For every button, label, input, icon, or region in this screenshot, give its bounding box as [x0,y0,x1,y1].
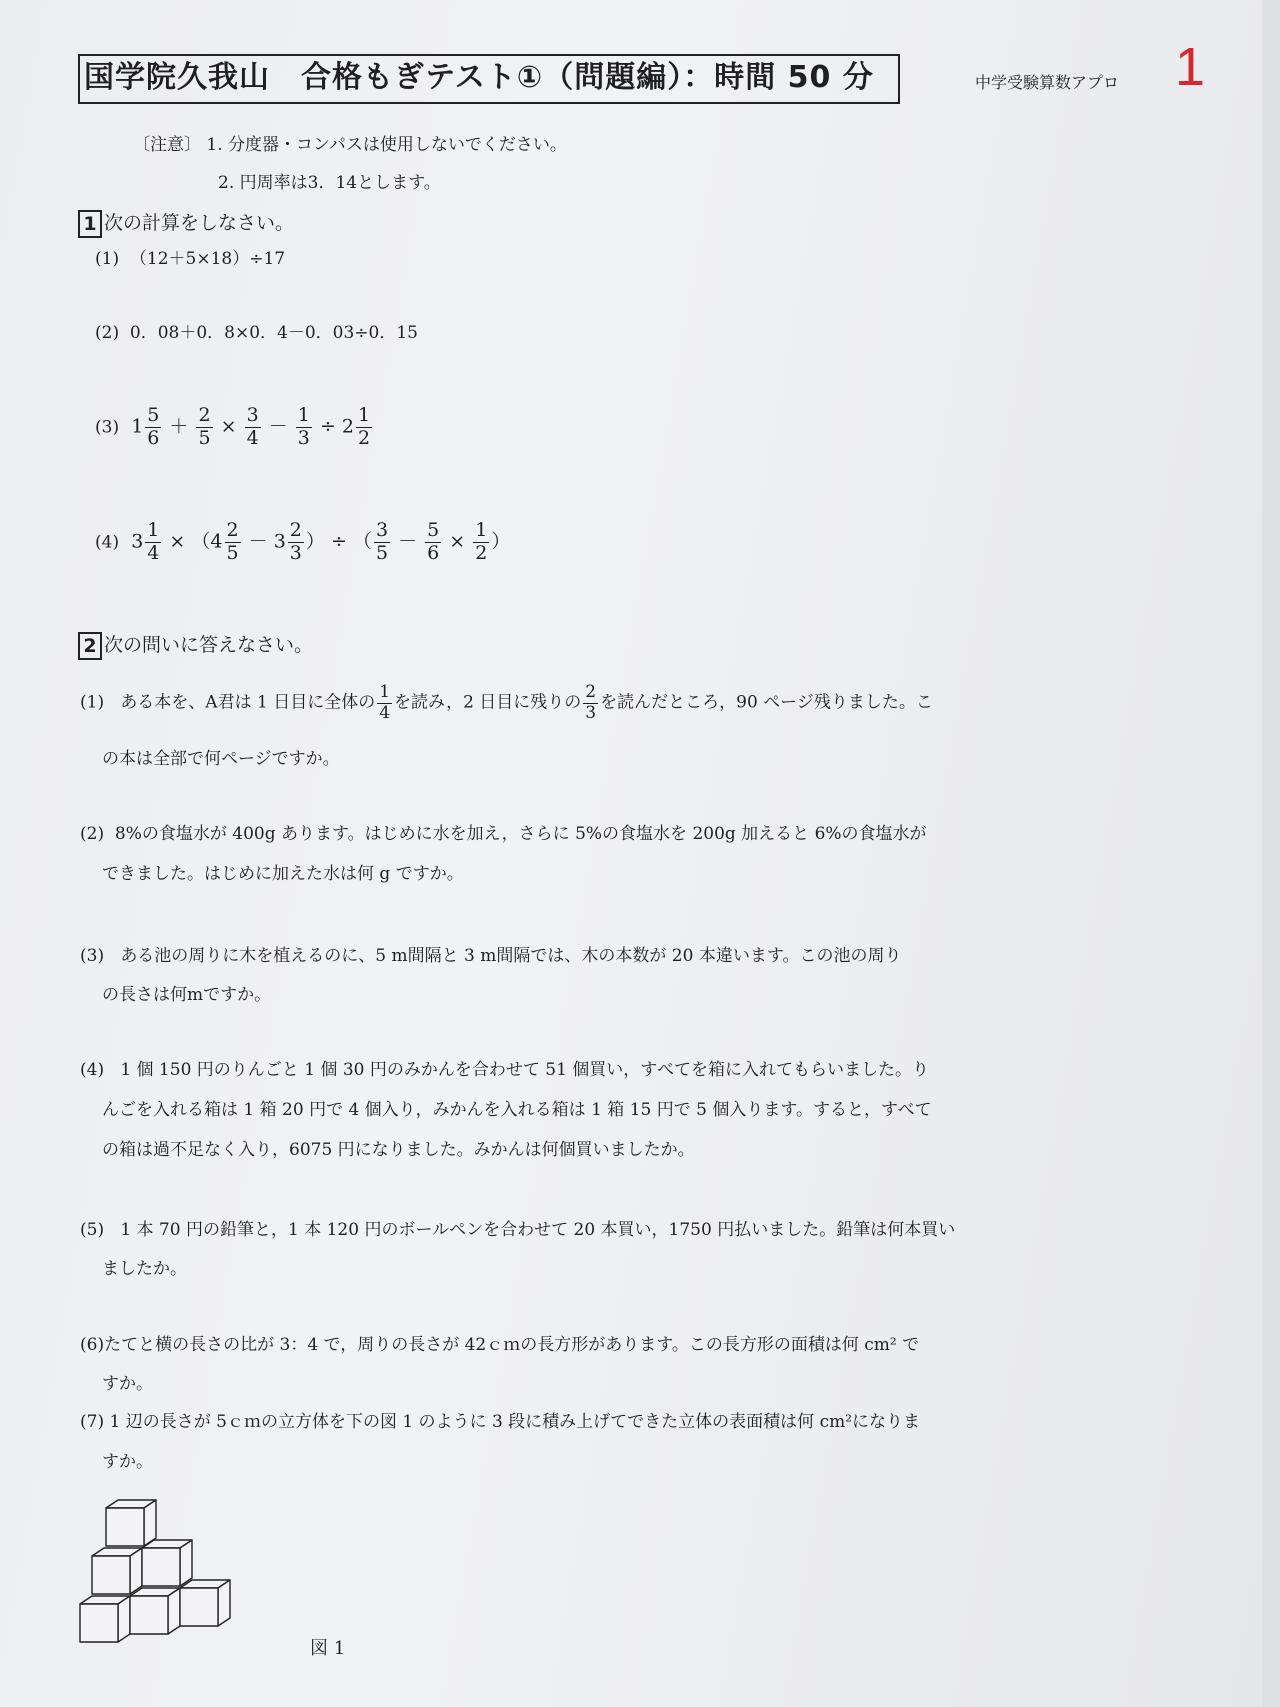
operator: － [398,530,418,553]
denominator: 3 [297,426,310,449]
s1-q1-label: (1) [95,249,120,269]
s2-question-3 [80,944,901,968]
s1-question-3 [95,405,374,450]
operator: － [248,530,268,553]
fraction [356,405,372,450]
figure-1-stacked-cubes [78,1498,248,1658]
page-number: 1 [1175,37,1206,97]
paren: ） [491,530,511,553]
s2-q1-label: (1) [80,692,105,713]
whole-number: 3 [273,530,286,553]
denominator: 5 [375,541,389,564]
s2-q6-text-b: すか。 [102,1374,153,1394]
s2-q4-label: (4) [80,1060,105,1080]
paren: （ [352,530,372,553]
note-2: 2. 円周率は3．14とします。 [218,173,441,193]
numerator: 1 [297,404,310,426]
note-1: 1. 分度器・コンパスは使用しないでください。 [206,135,567,155]
s2-q6-text-a: たてと横の長さの比が 3：4 で，周りの長さが 42ｃｍの長方形があります。この長方形の面積は何 cm² で [104,1335,920,1355]
denominator: 3 [289,541,302,564]
s1-q4-label: (4) [95,532,120,553]
figure-1-label: 図 1 [310,1638,346,1659]
denominator: 5 [198,426,211,449]
s1-q2-expression: 0．08＋0．8×0．4－0．03÷0．15 [129,323,419,343]
whole-number: 2 [341,415,354,438]
paper-edge [1262,0,1280,1707]
section-2-text: 次の問いに答えなさい。 [104,634,314,656]
denominator: 5 [226,541,239,564]
whole-number: 4 [210,530,223,553]
numerator: 2 [226,519,239,541]
fraction [296,405,312,450]
notes-label: 〔注意〕 [133,135,201,155]
cube [92,1548,142,1594]
denominator: 6 [427,541,440,564]
operator: ÷ [330,530,347,553]
s2-q7-label: (7) [80,1412,105,1432]
s1-question-1 [95,248,285,270]
s2-q1-text-d: の本は全部で何ページですか。 [102,749,340,769]
operator: ＋ [169,415,189,438]
operator: ÷ [319,415,336,438]
cube [142,1540,192,1586]
s2-q5-text-a: 1 本 70 円の鉛筆と，1 本 120 円のボールペンを合わせて 20 本買い，1750 円払いました。鉛筆は何本買い [120,1220,956,1240]
numerator: 1 [475,519,488,541]
fraction [473,520,489,565]
numerator: 2 [585,682,597,702]
s2-q4-text-a: 1 個 150 円のりんごと 1 個 30 円のみかんを合わせて 51 個買い，すべてを箱に入れてもらいました。り [120,1060,929,1080]
operator: － [268,415,288,438]
brand-label: 中学受験算数アプロ [975,73,1120,92]
numerator: 3 [246,404,259,426]
denominator: 2 [358,426,371,449]
s2-q5-label: (5) [80,1220,105,1240]
s2-q3-text-b: の長さは何mですか。 [102,985,272,1005]
s2-q3-label: (3) [80,946,105,966]
s1-q2-label: (2) [95,323,120,343]
numerator: 1 [147,519,160,541]
fraction [145,520,161,565]
s2-question-5 [80,1218,955,1242]
s2-question-7 [80,1410,920,1434]
s2-q2-text-b: できました。はじめに加えた水は何 g ですか。 [102,864,464,884]
s2-q2-label: (2) [80,824,105,844]
section-2-heading [78,630,313,660]
operator: × [220,415,237,438]
s2-q1-text-c: を読んだところ，90 ページ残りました。こ [600,692,933,713]
section-1-number: 1 [78,210,102,238]
numerator: 5 [427,519,440,541]
s2-q7-text-a: 1 辺の長さが 5ｃｍの立方体を下の図 1 のように 3 段に積み上げてできた立体の表面積は何 cm²になりま [109,1412,921,1432]
numerator: 5 [147,404,160,426]
cube [80,1596,130,1642]
numerator: 3 [375,519,389,541]
s2-question-2 [80,822,927,846]
s2-q4-text-c: の箱は過不足なく入り，6075 円になりました。みかんは何個買いましたか。 [102,1140,695,1160]
paren: ） [305,530,325,553]
fraction [225,520,241,565]
operator: × [169,530,186,553]
notes-line-1 [133,130,567,155]
operator: × [449,530,466,553]
denominator: 6 [147,426,160,449]
cube [130,1588,180,1634]
s2-q6-label: (6) [80,1335,105,1355]
numerator: 2 [198,404,211,426]
fraction [374,520,390,565]
fraction [377,683,392,723]
s2-question-4 [80,1058,929,1082]
numerator: 1 [379,682,391,702]
whole-number: 1 [131,415,144,438]
section-1-heading [78,208,294,238]
s2-q1-text-b: を読み，2 日目に残りの [394,692,582,713]
s2-question-6 [80,1333,919,1357]
cube [180,1580,230,1626]
s2-q7-text-b: すか。 [102,1452,153,1472]
s2-q2-text-a: 8%の食塩水が 400g あります。はじめに水を加え，さらに 5%の食塩水を 200g 加えると 6%の食塩水が [114,824,927,844]
s2-q5-text-b: ましたか。 [102,1259,187,1279]
s1-question-2 [95,322,418,344]
section-2-number: 2 [78,632,102,660]
numerator: 2 [289,519,302,541]
fraction [583,683,598,723]
numerator: 1 [358,404,371,426]
denominator: 3 [585,702,597,723]
denominator: 2 [475,541,488,564]
fraction [288,520,304,565]
s1-q1-expression: （12＋5×18）÷17 [129,249,286,269]
s2-question-1 [80,683,933,723]
paren: （ [191,530,211,553]
page-title: 国学院久我山 合格もぎテスト①（問題編）：時間 50 分 [78,54,900,104]
s2-q3-text-a: ある池の周りに木を植えるのに、5 m間隔と 3 m間隔では、木の本数が 20 本違います。この池の周り [120,946,902,966]
fraction [245,405,261,450]
cube [106,1500,156,1546]
denominator: 4 [379,702,391,723]
s2-q1-text-a: ある本を、A君は 1 日目に全体の [120,692,376,713]
whole-number: 3 [131,530,144,553]
fraction [145,405,161,450]
denominator: 4 [246,426,259,449]
denominator: 4 [147,541,160,564]
fraction [425,520,441,565]
fraction [196,405,212,450]
s1-q3-label: (3) [95,417,120,438]
s2-q4-text-b: んごを入れる箱は 1 箱 20 円で 4 個入り，みかんを入れる箱は 1 箱 15 円で 5 個入ります。すると，すべて [102,1100,932,1120]
s1-question-4 [95,520,510,565]
section-1-text: 次の計算をしなさい。 [104,212,295,234]
